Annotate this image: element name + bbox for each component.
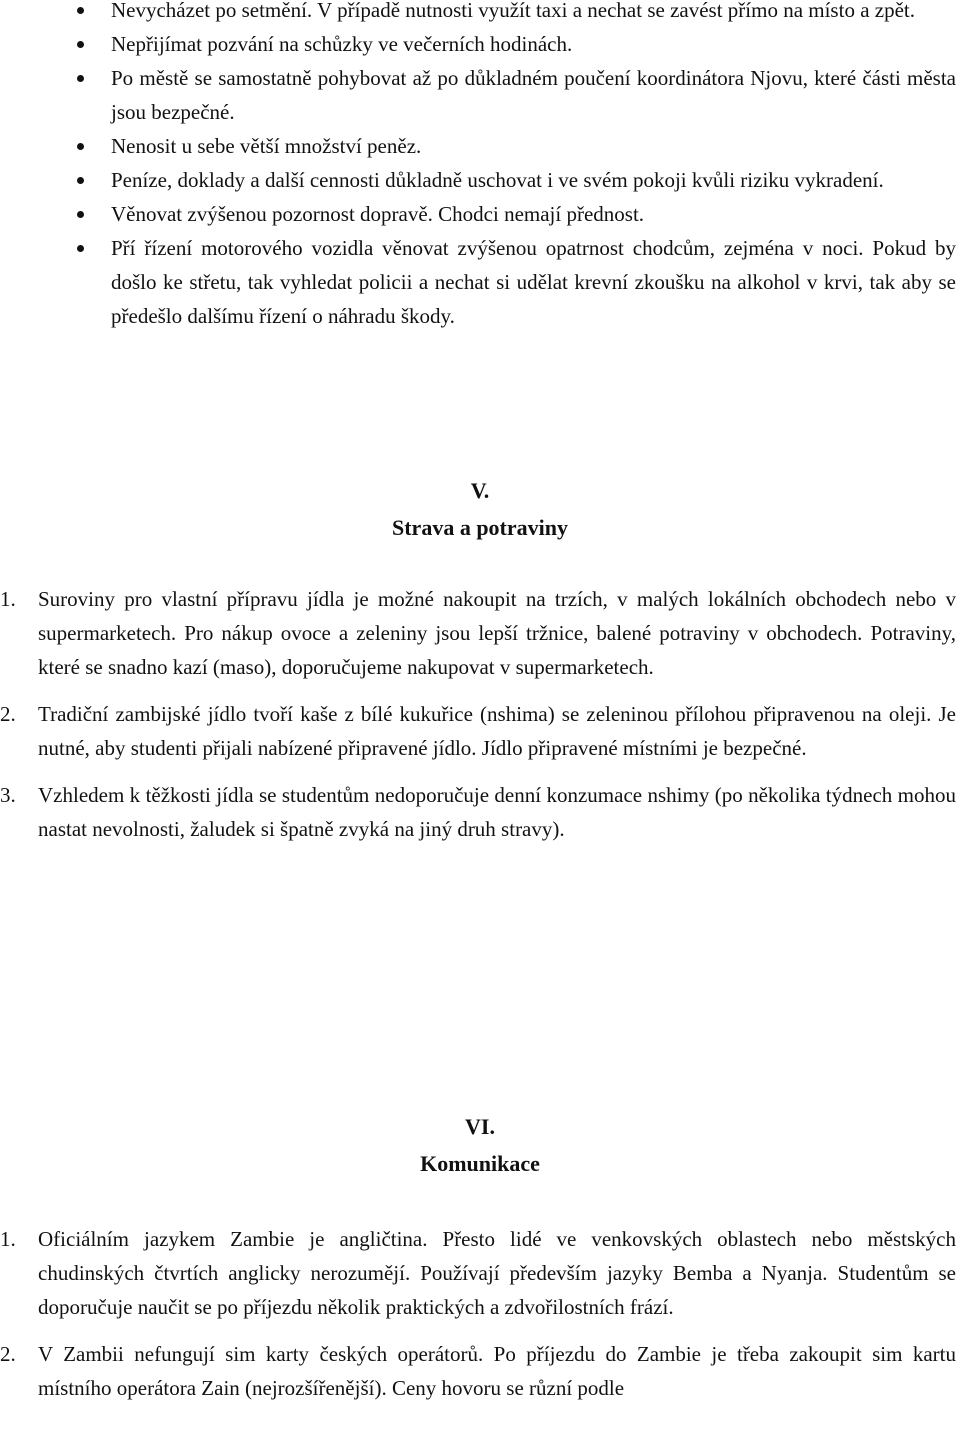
section-number: VI. [465,1114,495,1139]
safety-bullet-list [0,0,960,333]
bullet-icon [77,75,84,82]
bullet-item [0,61,960,129]
section-number: V. [470,478,490,503]
bullet-text: Pří řízení motorového vozidla věnovat zvýšenou opatrnost chodcům, zejména v noci. Pokud by došlo ke střetu, tak vyhledat policii a nechat si udělat krevní zkoušku na alkohol v krvi, tak aby se předešlo dalšímu řízení o náhradu škody. [111,236,956,328]
item-text: Tradiční zambijské jídlo tvoří kaše z bílé kukuřice (nshima) se zeleninou přílohou připravenou na oleji. Je nutné, aby studenti přijali nabízené připravené jídlo. Jídlo připravené místními je bezpečné. [38,702,956,760]
item-text: Oficiálním jazykem Zambie je angličtina. Přesto lidé ve venkovských oblastech nebo městských chudinských čtvrtích anglicky nerozumějí. Používají především jazyky Bemba a Nyanja. Studentům se doporučuje naučit se po příjezdu několik praktických a zdvořilostních frází. [38,1227,956,1319]
item-number: 2. [0,702,16,726]
bullet-icon [77,143,84,150]
item-number: 2. [0,1342,16,1366]
numbered-item [0,697,960,765]
bullet-text: Po městě se samostatně pohybovat až po důkladném poučení koordinátora Njovu, které části města jsou bezpečné. [111,66,956,124]
bullet-icon [77,211,84,218]
food-list [0,582,960,859]
bullet-item [0,231,960,333]
bullet-icon [77,177,84,184]
item-number: 3. [0,783,16,807]
bullet-item [0,129,960,163]
bullet-item [0,197,960,231]
bullet-text: Peníze, doklady a další cennosti důkladně uschovat i ve svém pokoji kvůli riziku vykradení. [111,168,884,192]
bullet-text: Nevycházet po setmění. V případě nutnosti využít taxi a nechat se zavést přímo na místo a zpět. [111,0,915,22]
bullet-text: Věnovat zvýšenou pozornost dopravě. Chodci nemají přednost. [111,202,645,226]
item-text: Suroviny pro vlastní přípravu jídla je možné nakoupit na trzích, v malých lokálních obchodech nebo v supermarketech. Pro nákup ovoce a zeleniny jsou lepší tržnice, balené potraviny v obchodech. Potraviny, které se snadno kazí (maso), doporučujeme nakupovat v supermarketech. [38,587,956,679]
numbered-item [0,778,960,846]
item-text: V Zambii nefungují sim karty českých operátorů. Po příjezdu do Zambie je třeba zakoupit sim kartu místního operátora Zain (nejrozšířenější). Ceny hovoru se různí podle [38,1342,956,1400]
bullet-text: Nenosit u sebe větší množství peněz. [111,134,422,158]
item-number: 1. [0,587,16,611]
item-number: 1. [0,1227,16,1251]
communication-list [0,1222,960,1418]
bullet-icon [77,245,84,252]
numbered-item [0,1222,960,1324]
section-title: Komunikace [420,1151,540,1176]
bullet-item [0,163,960,197]
bullet-text: Nepřijímat pozvání na schůzky ve večerních hodinách. [111,32,573,56]
numbered-item [0,1337,960,1405]
numbered-item [0,582,960,684]
section-title: Strava a potraviny [392,515,568,540]
bullet-item [0,0,960,27]
item-text: Vzhledem k těžkosti jídla se studentům nedoporučuje denní konzumace nshimy (po několika týdnech mohou nastat nevolnosti, žaludek si špatně zvyká na jiný druh stravy). [38,783,956,841]
bullet-icon [77,7,84,14]
bullet-icon [77,41,84,48]
bullet-item [0,27,960,61]
